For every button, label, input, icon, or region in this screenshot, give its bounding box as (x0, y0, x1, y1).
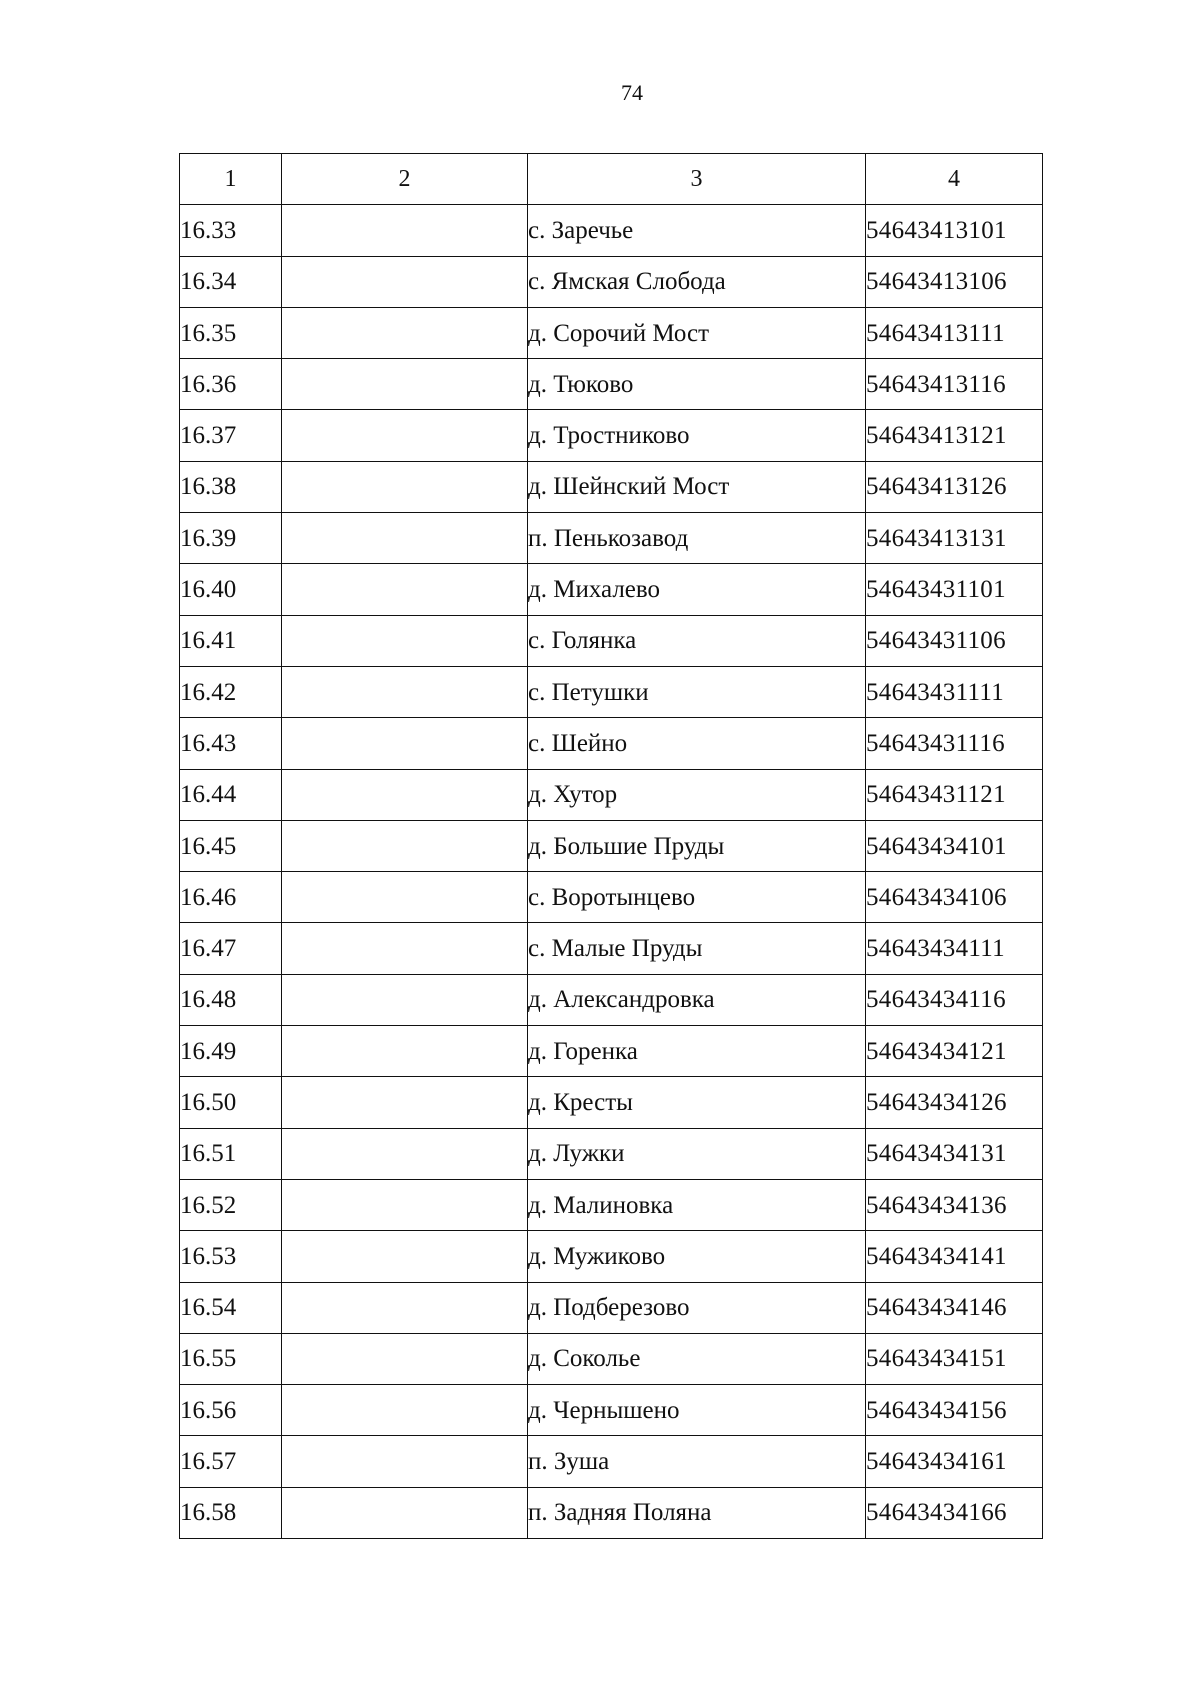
settlement-name-cell: с. Воротынцево (528, 872, 866, 923)
table-header-row (180, 154, 1043, 205)
empty-cell (282, 1026, 528, 1077)
table-row (180, 1179, 1043, 1230)
oktmo-code-cell: 54643434126 (866, 1077, 1043, 1128)
empty-cell (282, 1282, 528, 1333)
table-row (180, 461, 1043, 512)
empty-cell (282, 666, 528, 717)
oktmo-code-cell: 54643413116 (866, 359, 1043, 410)
empty-cell (282, 461, 528, 512)
oktmo-code-cell: 54643434121 (866, 1026, 1043, 1077)
oktmo-code-cell: 54643431121 (866, 769, 1043, 820)
table-row (180, 307, 1043, 358)
settlement-name-cell: д. Чернышено (528, 1385, 866, 1436)
oktmo-code-cell: 54643434161 (866, 1436, 1043, 1487)
row-number-cell: 16.52 (180, 1179, 282, 1230)
empty-cell (282, 1231, 528, 1282)
header-col-1: 1 (180, 154, 282, 205)
oktmo-code-cell: 54643434136 (866, 1179, 1043, 1230)
settlement-name-cell: п. Пенькозавод (528, 513, 866, 564)
empty-cell (282, 1333, 528, 1384)
table-row (180, 1231, 1043, 1282)
header-col-4: 4 (866, 154, 1043, 205)
row-number-cell: 16.40 (180, 564, 282, 615)
table-row (180, 1436, 1043, 1487)
empty-cell (282, 564, 528, 615)
oktmo-code-cell: 54643413126 (866, 461, 1043, 512)
oktmo-code-cell: 54643413121 (866, 410, 1043, 461)
settlement-name-cell: д. Хутор (528, 769, 866, 820)
row-number-cell: 16.58 (180, 1487, 282, 1538)
row-number-cell: 16.55 (180, 1333, 282, 1384)
empty-cell (282, 615, 528, 666)
table-row (180, 974, 1043, 1025)
row-number-cell: 16.46 (180, 872, 282, 923)
row-number-cell: 16.37 (180, 410, 282, 461)
row-number-cell: 16.48 (180, 974, 282, 1025)
settlement-name-cell: д. Горенка (528, 1026, 866, 1077)
table-row (180, 923, 1043, 974)
row-number-cell: 16.43 (180, 718, 282, 769)
header-col-3: 3 (528, 154, 866, 205)
oktmo-code-cell: 54643413131 (866, 513, 1043, 564)
settlement-name-cell: д. Александровка (528, 974, 866, 1025)
row-number-cell: 16.49 (180, 1026, 282, 1077)
empty-cell (282, 1487, 528, 1538)
header-col-2: 2 (282, 154, 528, 205)
oktmo-code-cell: 54643434106 (866, 872, 1043, 923)
oktmo-code-cell: 54643413111 (866, 307, 1043, 358)
row-number-cell: 16.38 (180, 461, 282, 512)
empty-cell (282, 1077, 528, 1128)
table-body (180, 205, 1043, 1539)
empty-cell (282, 974, 528, 1025)
settlement-name-cell: д. Малиновка (528, 1179, 866, 1230)
empty-cell (282, 410, 528, 461)
empty-cell (282, 1128, 528, 1179)
row-number-cell: 16.44 (180, 769, 282, 820)
table-row (180, 872, 1043, 923)
row-number-cell: 16.33 (180, 205, 282, 256)
oktmo-code-cell: 54643431116 (866, 718, 1043, 769)
row-number-cell: 16.54 (180, 1282, 282, 1333)
row-number-cell: 16.53 (180, 1231, 282, 1282)
row-number-cell: 16.39 (180, 513, 282, 564)
settlement-name-cell: д. Тюково (528, 359, 866, 410)
row-number-cell: 16.35 (180, 307, 282, 358)
table-row (180, 1385, 1043, 1436)
empty-cell (282, 1436, 528, 1487)
oktmo-code-cell: 54643434166 (866, 1487, 1043, 1538)
empty-cell (282, 923, 528, 974)
table-row (180, 718, 1043, 769)
oktmo-code-cell: 54643431101 (866, 564, 1043, 615)
settlement-name-cell: с. Заречье (528, 205, 866, 256)
table-row (180, 1026, 1043, 1077)
table-row (180, 1128, 1043, 1179)
table-row (180, 666, 1043, 717)
table-row (180, 1333, 1043, 1384)
empty-cell (282, 359, 528, 410)
table-row (180, 769, 1043, 820)
empty-cell (282, 307, 528, 358)
row-number-cell: 16.57 (180, 1436, 282, 1487)
page-number: 74 (621, 80, 643, 105)
oktmo-code-cell: 54643434141 (866, 1231, 1043, 1282)
settlement-name-cell: п. Задняя Поляна (528, 1487, 866, 1538)
empty-cell (282, 513, 528, 564)
table-row (180, 564, 1043, 615)
row-number-cell: 16.36 (180, 359, 282, 410)
settlement-name-cell: д. Подберезово (528, 1282, 866, 1333)
empty-cell (282, 256, 528, 307)
empty-cell (282, 1385, 528, 1436)
oktmo-code-cell: 54643434146 (866, 1282, 1043, 1333)
settlements-table (179, 153, 1043, 1539)
table-row (180, 615, 1043, 666)
row-number-cell: 16.51 (180, 1128, 282, 1179)
table-row (180, 1282, 1043, 1333)
oktmo-code-cell: 54643434111 (866, 923, 1043, 974)
settlement-name-cell: д. Сорочий Мост (528, 307, 866, 358)
table-row (180, 205, 1043, 256)
row-number-cell: 16.45 (180, 820, 282, 871)
settlement-name-cell: с. Голянка (528, 615, 866, 666)
settlement-name-cell: с. Шейно (528, 718, 866, 769)
table-row (180, 359, 1043, 410)
empty-cell (282, 872, 528, 923)
oktmo-code-cell: 54643413101 (866, 205, 1043, 256)
settlement-name-cell: д. Мужиково (528, 1231, 866, 1282)
table-row (180, 256, 1043, 307)
settlement-name-cell: п. Зуша (528, 1436, 866, 1487)
oktmo-code-cell: 54643431106 (866, 615, 1043, 666)
table-row (180, 1487, 1043, 1538)
oktmo-code-cell: 54643434101 (866, 820, 1043, 871)
settlement-name-cell: д. Соколье (528, 1333, 866, 1384)
settlement-name-cell: д. Лужки (528, 1128, 866, 1179)
row-number-cell: 16.56 (180, 1385, 282, 1436)
table-row (180, 1077, 1043, 1128)
settlement-name-cell: д. Кресты (528, 1077, 866, 1128)
row-number-cell: 16.34 (180, 256, 282, 307)
settlement-name-cell: д. Тростниково (528, 410, 866, 461)
settlement-name-cell: с. Малые Пруды (528, 923, 866, 974)
oktmo-code-cell: 54643431111 (866, 666, 1043, 717)
oktmo-code-cell: 54643413106 (866, 256, 1043, 307)
empty-cell (282, 769, 528, 820)
settlement-name-cell: д. Шейнский Мост (528, 461, 866, 512)
settlement-name-cell: д. Михалево (528, 564, 866, 615)
empty-cell (282, 205, 528, 256)
oktmo-code-cell: 54643434151 (866, 1333, 1043, 1384)
settlement-name-cell: с. Петушки (528, 666, 866, 717)
table-row (180, 410, 1043, 461)
empty-cell (282, 1179, 528, 1230)
settlement-name-cell: д. Большие Пруды (528, 820, 866, 871)
row-number-cell: 16.42 (180, 666, 282, 717)
settlement-name-cell: с. Ямская Слобода (528, 256, 866, 307)
row-number-cell: 16.41 (180, 615, 282, 666)
row-number-cell: 16.47 (180, 923, 282, 974)
oktmo-code-cell: 54643434116 (866, 974, 1043, 1025)
empty-cell (282, 820, 528, 871)
table-row (180, 820, 1043, 871)
row-number-cell: 16.50 (180, 1077, 282, 1128)
table-row (180, 513, 1043, 564)
oktmo-code-cell: 54643434156 (866, 1385, 1043, 1436)
empty-cell (282, 718, 528, 769)
oktmo-code-cell: 54643434131 (866, 1128, 1043, 1179)
